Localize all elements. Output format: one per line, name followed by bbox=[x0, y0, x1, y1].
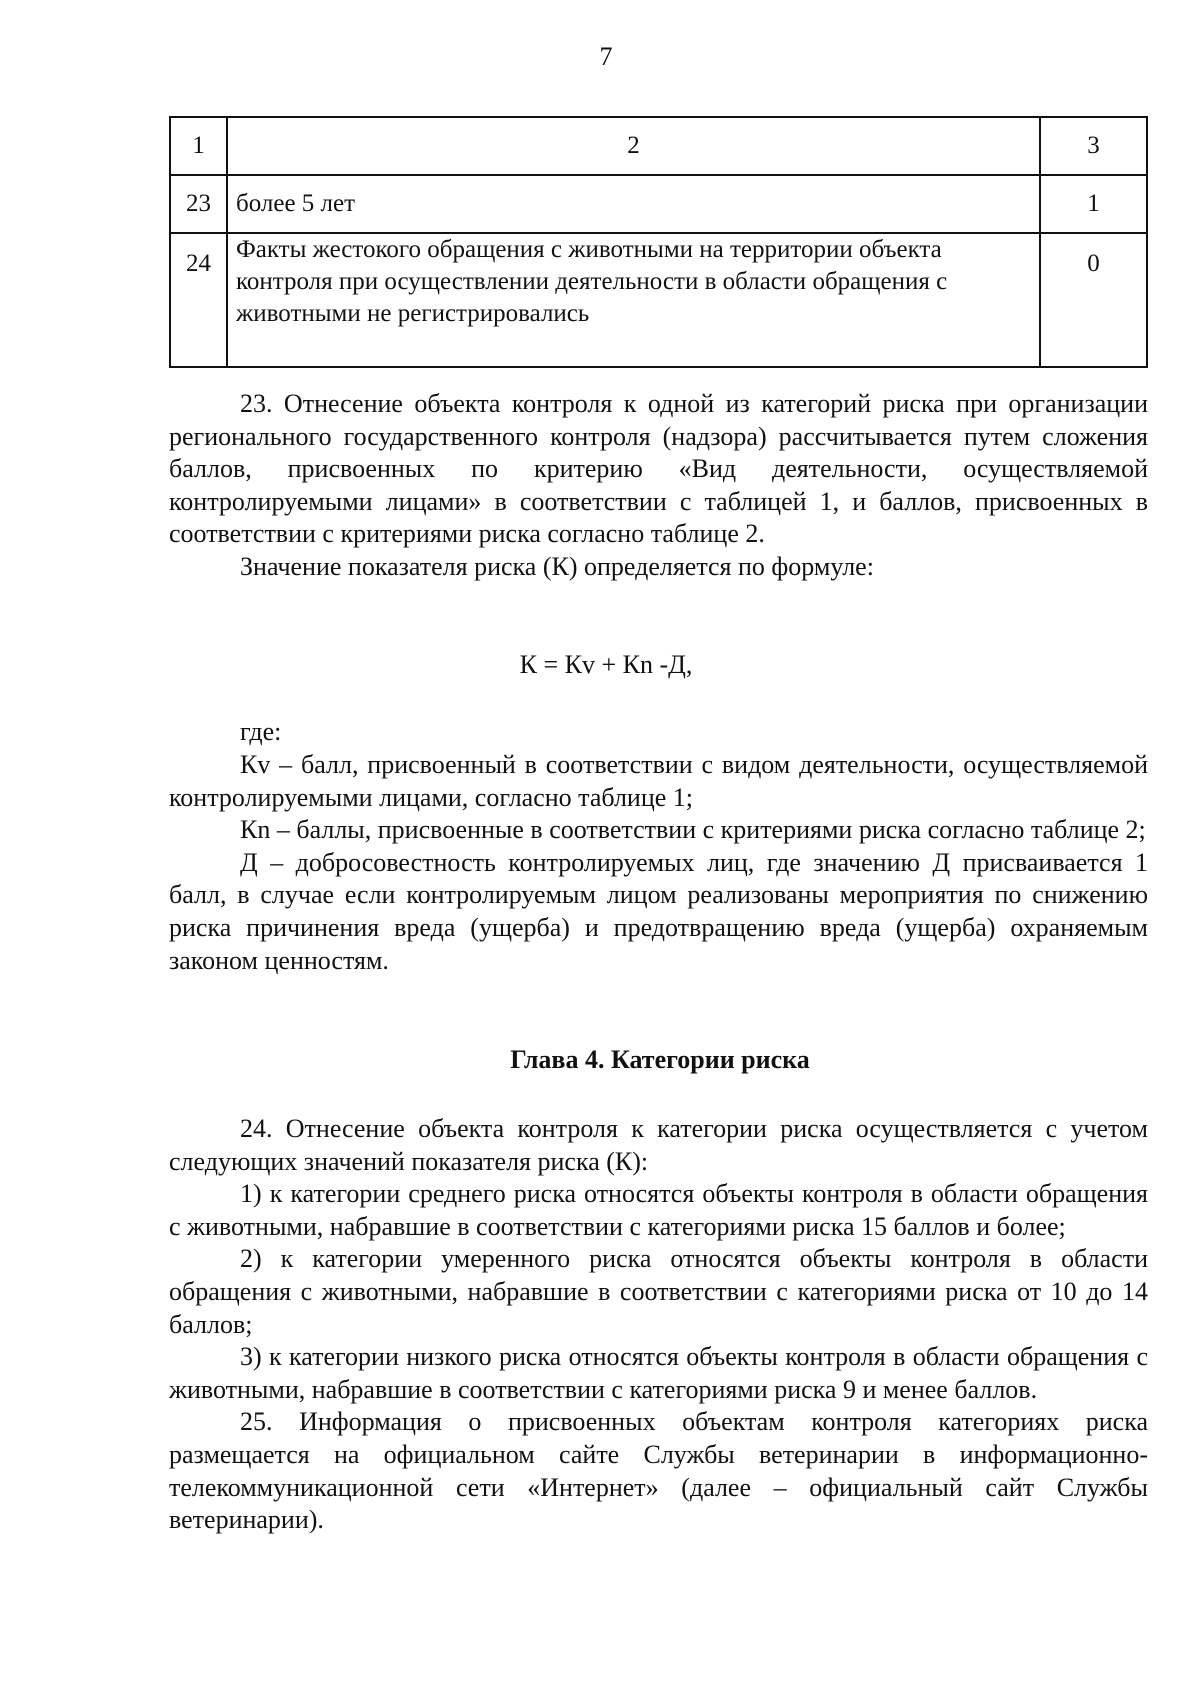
table-row bbox=[170, 175, 1147, 233]
row-criterion: Факты жестокого обращения с животными на территории объекта контроля при осуществлении деятельности в области обращения с животными не регистрировались bbox=[227, 233, 1040, 367]
paragraph-24: 24. Отнесение объекта контроля к категории риска осуществляется с учетом следующих значений показателя риска (К): bbox=[169, 1114, 1148, 1176]
chapter-heading: Глава 4. Категории риска bbox=[510, 1045, 810, 1074]
paragraph-block-24 bbox=[169, 1113, 1148, 1537]
formula-intro: Значение показателя риска (К) определяется по формуле: bbox=[240, 551, 874, 581]
table-row bbox=[170, 233, 1147, 367]
paragraph-25: 25. Информация о присвоенных объектам контроля категориях риска размещается на официальном сайте Службы ветеринарии в информационно-телекоммуникационной сети «Интернет» (далее – официальный сайт Службы ветеринарии). bbox=[169, 1407, 1148, 1535]
paragraph-23: 23. Отнесение объекта контроля к одной из категорий риска при организации регионального государственного контроля (надзора) рассчитывается путем сложения баллов, присвоенных по критерию «Вид деятельности, осуществляемой контролируемыми лицами» в соответствии с таблицей 1, и баллов, присвоенных в соответствии с критериями риска согласно таблице 2. bbox=[169, 389, 1148, 549]
row-number: 23 bbox=[170, 175, 227, 233]
page-number: 7 bbox=[599, 42, 613, 71]
list-item: 1) к категории среднего риска относятся объекты контроля в области обращения с животными, набравшие в соответствии с категориями риска 15 баллов и более; bbox=[169, 1179, 1148, 1241]
risk-criteria-table bbox=[169, 116, 1148, 368]
list-item: 2) к категории умеренного риска относятся объекты контроля в области обращения с животными, набравшие в соответствии с категориями риска от 10 до 14 баллов; bbox=[169, 1244, 1148, 1339]
definition-kv: Кv – балл, присвоенный в соответствии с видом деятельности, осуществляемой контролируемыми лицами, согласно таблице 1; bbox=[169, 750, 1148, 812]
risk-formula: К = Кv + Кn -Д, bbox=[519, 650, 693, 679]
row-score: 0 bbox=[1040, 233, 1147, 367]
row-score: 1 bbox=[1040, 175, 1147, 233]
paragraph-block-23 bbox=[169, 388, 1148, 584]
definition-d: Д – добросовестность контролируемых лиц, где значению Д присваивается 1 балл, в случае если контролируемым лицом реализованы мероприятия по снижению риска причинения вреда (ущерба) и предотвращению вреда (ущерба) охраняемым законом ценностям. bbox=[169, 847, 1148, 975]
list-item: 3) к категории низкого риска относятся объекты контроля в области обращения с животными, набравшие в соответствии с категориями риска 9 и менее баллов. bbox=[169, 1342, 1148, 1404]
table-header-cell: 1 bbox=[170, 117, 227, 175]
definitions-block bbox=[169, 749, 1148, 977]
row-criterion: более 5 лет bbox=[227, 175, 1040, 233]
row-number: 24 bbox=[170, 233, 227, 367]
where-label: где: bbox=[240, 717, 282, 746]
table-header-cell: 2 bbox=[227, 117, 1040, 175]
definition-kn: Кn – баллы, присвоенные в соответствии с критериями риска согласно таблице 2; bbox=[240, 815, 1146, 845]
table-header-cell: 3 bbox=[1040, 117, 1147, 175]
table-header-row bbox=[170, 117, 1147, 175]
